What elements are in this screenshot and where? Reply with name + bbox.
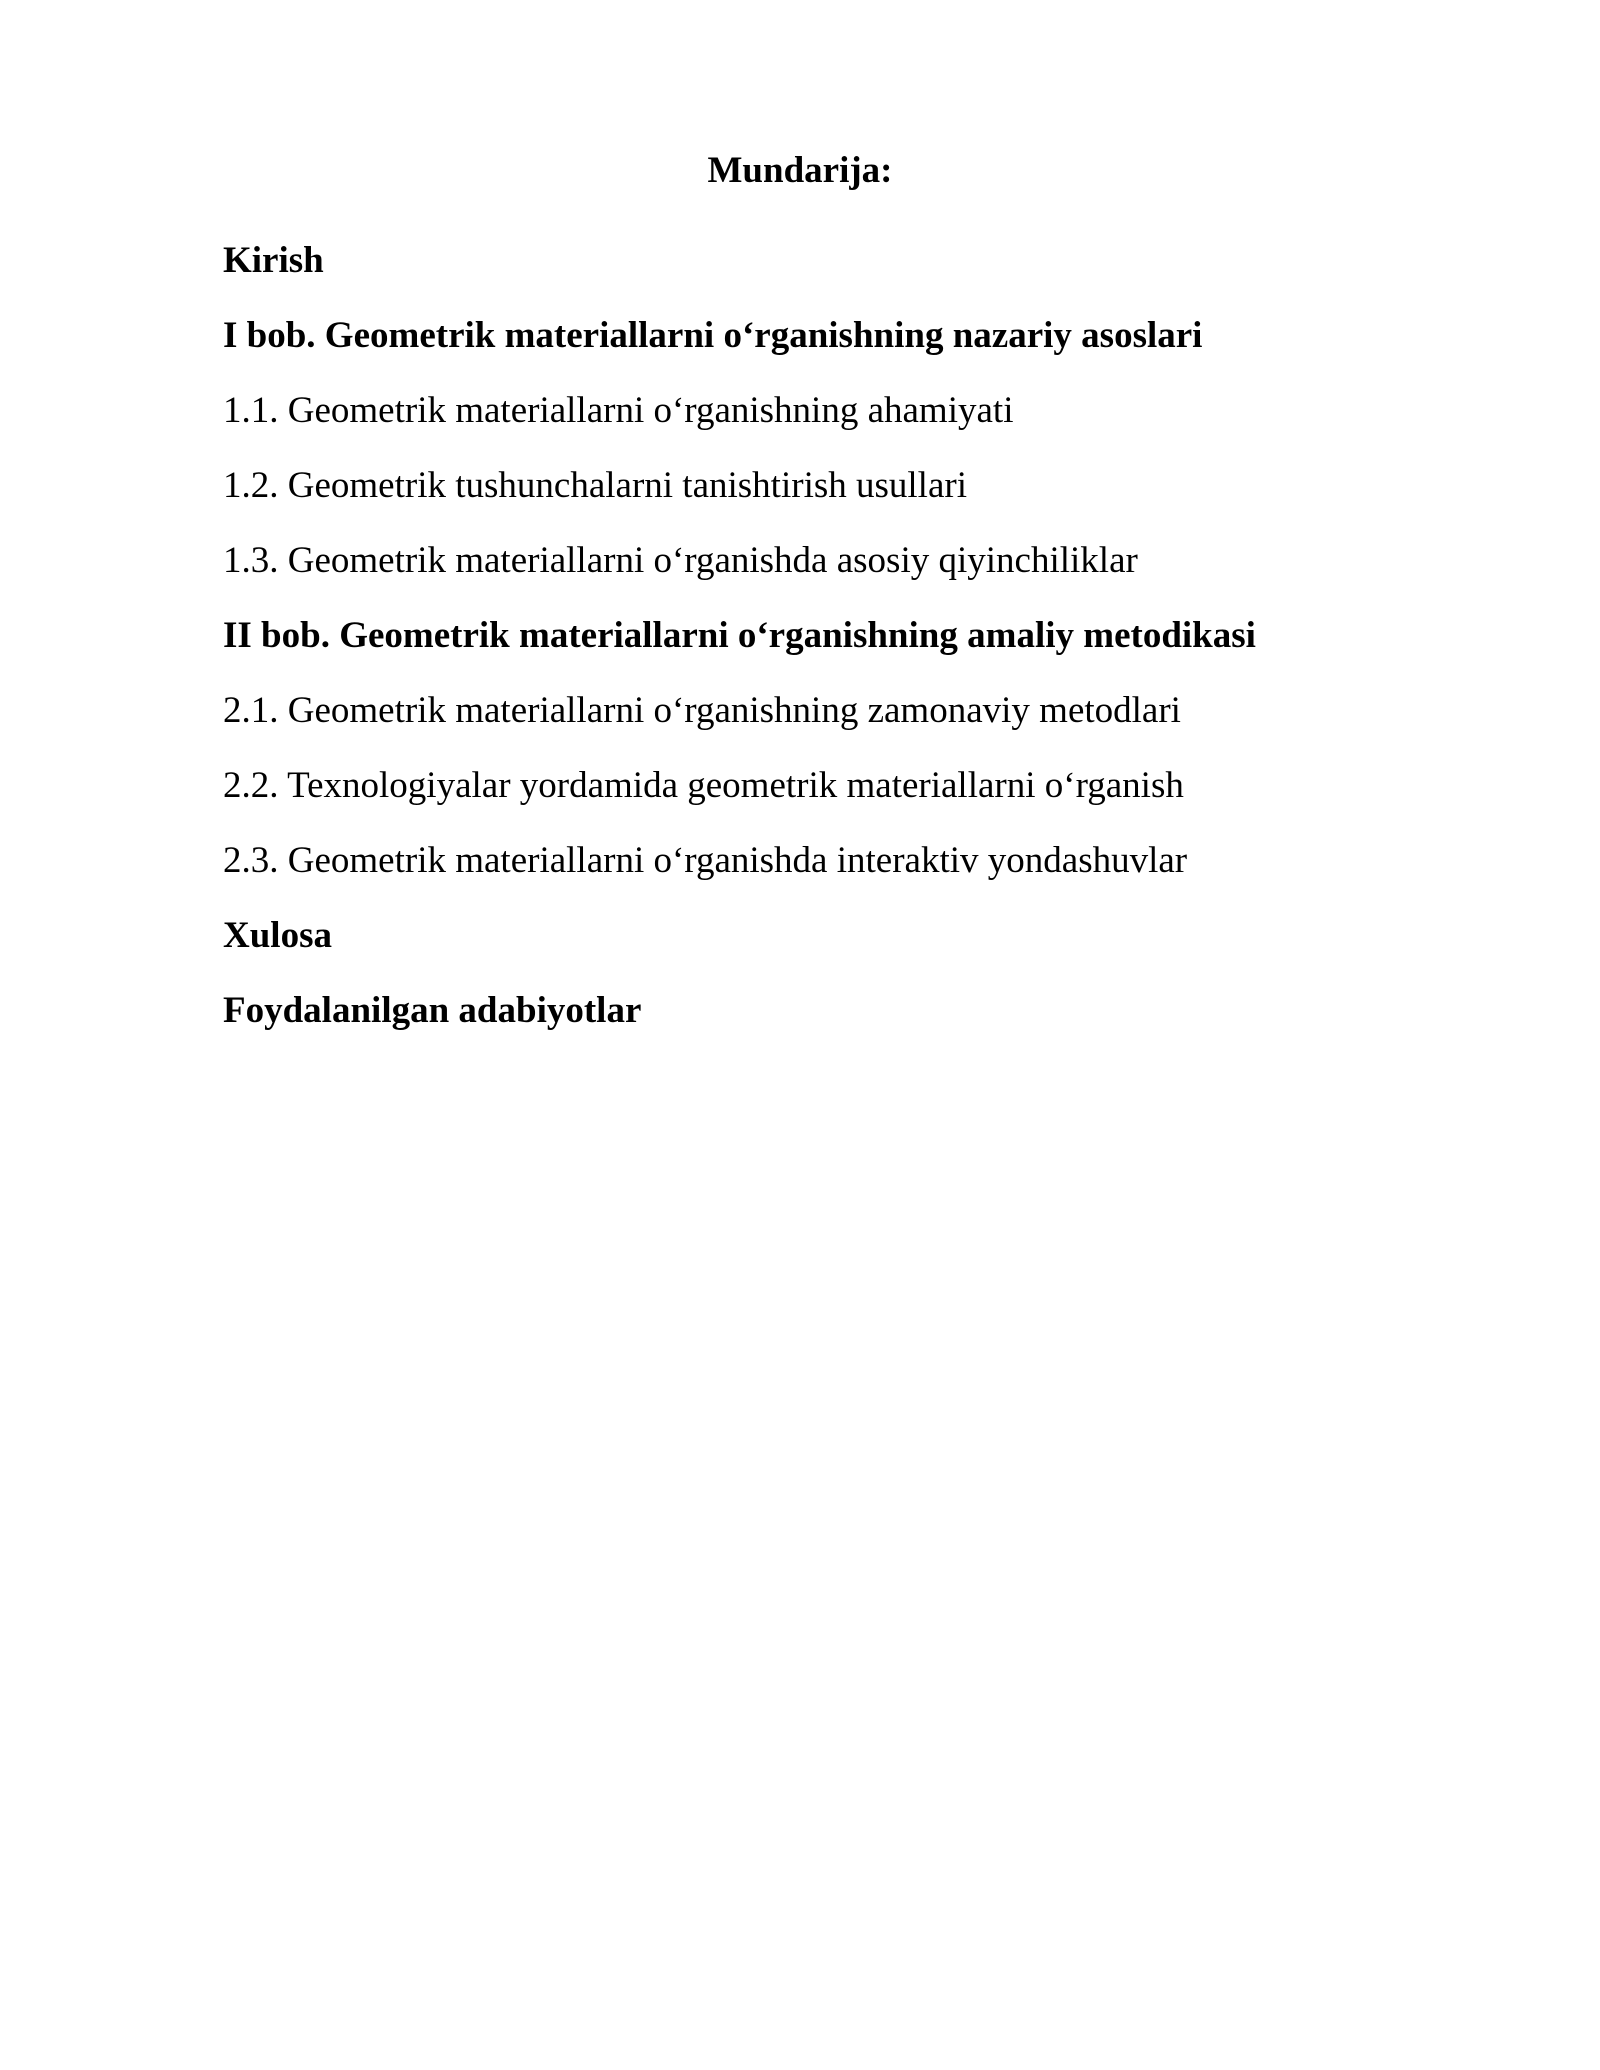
toc-item-section-2-3: 2.3. Geometrik materiallarni o‘rganishda interaktiv yondashuvlar — [223, 840, 1188, 881]
toc-title: Mundarija: — [707, 150, 893, 191]
toc-list — [223, 236, 1423, 1061]
toc-item-kirish: Kirish — [223, 240, 324, 281]
toc-item-section-1-3: 1.3. Geometrik materiallarni o‘rganishda asosiy qiyinchiliklar — [223, 540, 1138, 581]
toc-item-xulosa: Xulosa — [223, 915, 332, 956]
toc-item-references: Foydalanilgan adabiyotlar — [223, 990, 642, 1031]
toc-item-chapter-1: I bob. Geometrik materiallarni o‘rganishning nazariy asoslari — [223, 315, 1203, 356]
toc-item-section-2-1: 2.1. Geometrik materiallarni o‘rganishning zamonaviy metodlari — [223, 690, 1181, 731]
toc-item-chapter-2: II bob. Geometrik materiallarni o‘rganishning amaliy metodikasi — [223, 615, 1256, 656]
toc-item-section-1-2: 1.2. Geometrik tushunchalarni tanishtirish usullari — [223, 465, 967, 506]
toc-item-section-1-1: 1.1. Geometrik materiallarni o‘rganishning ahamiyati — [223, 390, 1014, 431]
toc-item-section-2-2: 2.2. Texnologiyalar yordamida geometrik materiallarni o‘rganish — [223, 765, 1184, 806]
